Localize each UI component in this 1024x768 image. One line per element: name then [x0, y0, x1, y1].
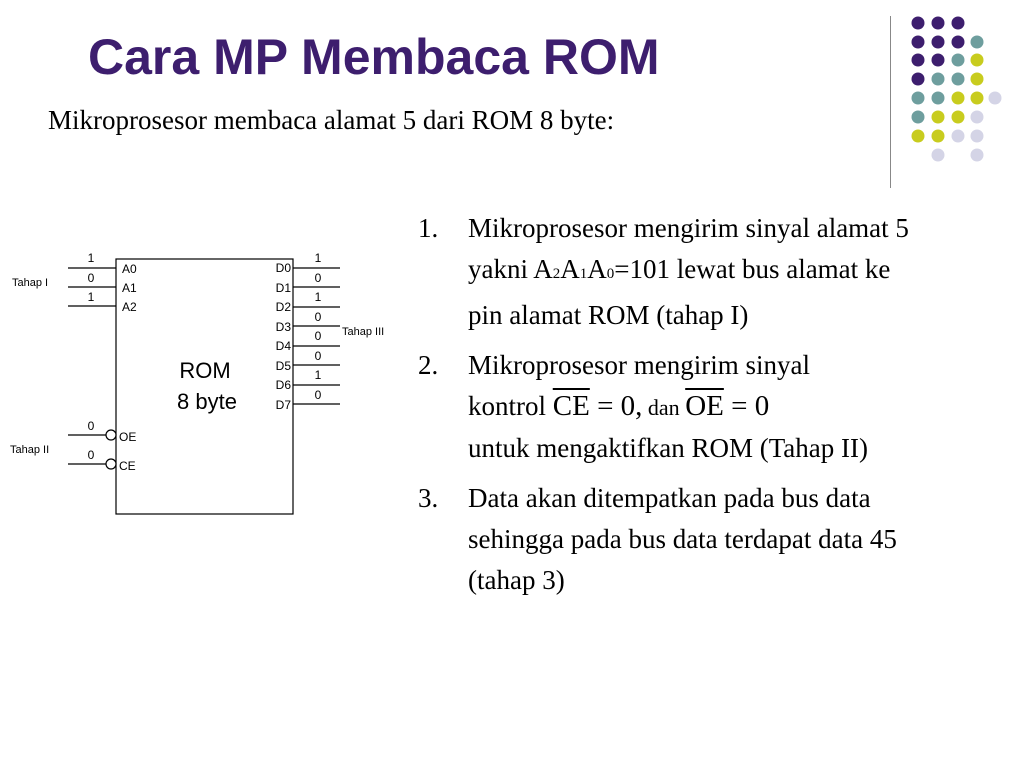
- step-1: [418, 208, 918, 336]
- rom-block: [116, 259, 293, 514]
- pin-label-d7: D7: [275, 398, 291, 412]
- oe-equals: = 0: [723, 390, 770, 422]
- rom-size-label: 8 byte: [177, 389, 237, 414]
- ce-signal: $\overline{CE}$: [552, 390, 590, 422]
- step-1-a0: A: [587, 254, 607, 284]
- deco-dot: [932, 54, 945, 67]
- pin-label-d3: D3: [275, 320, 291, 334]
- deco-dot: [952, 73, 965, 86]
- step-2-kontrol: kontrol: [468, 391, 546, 421]
- rom-label: ROM: [179, 358, 231, 383]
- data-value-d4: 0: [314, 329, 322, 343]
- step-1-text-start: Mikroprosesor mengirim sinyal alamat 5 yakni A: [468, 213, 909, 284]
- pin-label-a2: A2: [122, 300, 137, 314]
- steps-list: [418, 208, 918, 610]
- pin-label-d1: D1: [275, 281, 291, 295]
- deco-dot: [971, 111, 984, 124]
- step-1-sub-2: 2: [552, 266, 561, 282]
- data-value-d7: 0: [314, 388, 322, 402]
- control-value-oe: 0: [87, 419, 95, 433]
- step-1-a1: A: [560, 254, 580, 284]
- deco-dot: [989, 92, 1002, 105]
- deco-dot: [912, 92, 925, 105]
- data-value-d6: 1: [314, 368, 322, 382]
- page-subtitle: Mikroprosesor membaca alamat 5 dari ROM 8 byte:: [48, 105, 615, 135]
- deco-dot: [971, 130, 984, 143]
- deco-dot: [932, 17, 945, 30]
- pin-label-oe: OE: [119, 430, 137, 444]
- pin-label-ce: CE: [119, 459, 136, 473]
- address-value-a2: 1: [87, 290, 95, 304]
- step-1-text-end: =101 lewat bus alamat ke pin alamat ROM (tahap I): [468, 254, 891, 330]
- pin-label-a0: A0: [122, 262, 137, 276]
- step-1-sub-0: 0: [606, 266, 615, 282]
- pin-label-d4: D4: [275, 339, 291, 353]
- step-3-text: Data akan ditempatkan pada bus data sehingga pada bus data terdapat data 45 (tahap 3): [468, 483, 897, 595]
- pin-label-d0: D0: [275, 261, 291, 275]
- stage-3-label: Tahap III: [342, 326, 385, 338]
- ce-equals: = 0,: [589, 390, 643, 422]
- deco-dot: [971, 149, 984, 162]
- pin-label-d6: D6: [275, 378, 291, 392]
- deco-dot: [971, 73, 984, 86]
- step-3: [418, 478, 918, 601]
- deco-dot: [952, 54, 965, 67]
- deco-dot: [912, 36, 925, 49]
- oe-signal: $\overline{OE}$: [685, 390, 724, 422]
- deco-dot: [912, 73, 925, 86]
- data-value-d2: 1: [314, 290, 322, 304]
- deco-dot: [932, 111, 945, 124]
- deco-dot: [971, 36, 984, 49]
- pin-label-d5: D5: [275, 359, 291, 373]
- step-2: [418, 345, 918, 469]
- page-title: Cara MP Membaca ROM: [88, 29, 660, 85]
- deco-dot: [932, 92, 945, 105]
- data-value-d5: 0: [314, 349, 322, 363]
- deco-dot: [932, 130, 945, 143]
- stage-1-label: Tahap I: [12, 277, 49, 289]
- deco-dot: [952, 92, 965, 105]
- step-2-line-1: Mikroprosesor mengirim sinyal: [468, 350, 810, 380]
- ce-inverter-bubble: [106, 459, 116, 469]
- step-1-sub-1: 1: [579, 266, 588, 282]
- deco-dot: [952, 111, 965, 124]
- deco-dot: [952, 36, 965, 49]
- deco-dot: [952, 17, 965, 30]
- step-2-rest: untuk mengaktifkan ROM (Tahap II): [468, 433, 869, 463]
- stage-2-label: Tahap II: [10, 444, 50, 456]
- control-value-ce: 0: [87, 448, 95, 462]
- deco-dot: [912, 54, 925, 67]
- pin-label-d2: D2: [275, 300, 291, 314]
- step-2-number: 2.: [418, 350, 439, 380]
- data-value-d1: 0: [314, 271, 322, 285]
- pin-label-a1: A1: [122, 281, 137, 295]
- deco-dot: [971, 54, 984, 67]
- step-1-number: 1.: [418, 213, 439, 243]
- step-2-dan: dan: [642, 395, 686, 420]
- deco-dot: [932, 73, 945, 86]
- deco-dot: [971, 92, 984, 105]
- deco-dot: [912, 17, 925, 30]
- address-value-a1: 0: [87, 271, 95, 285]
- deco-dot: [912, 130, 925, 143]
- address-value-a0: 1: [87, 251, 95, 265]
- data-value-d3: 0: [314, 310, 322, 324]
- deco-dot: [932, 149, 945, 162]
- deco-dot: [932, 36, 945, 49]
- step-3-number: 3.: [418, 483, 439, 513]
- oe-inverter-bubble: [106, 430, 116, 440]
- data-value-d0: 1: [314, 251, 322, 265]
- deco-dot: [952, 130, 965, 143]
- deco-dot: [912, 111, 925, 124]
- rom-diagram: [0, 0, 420, 530]
